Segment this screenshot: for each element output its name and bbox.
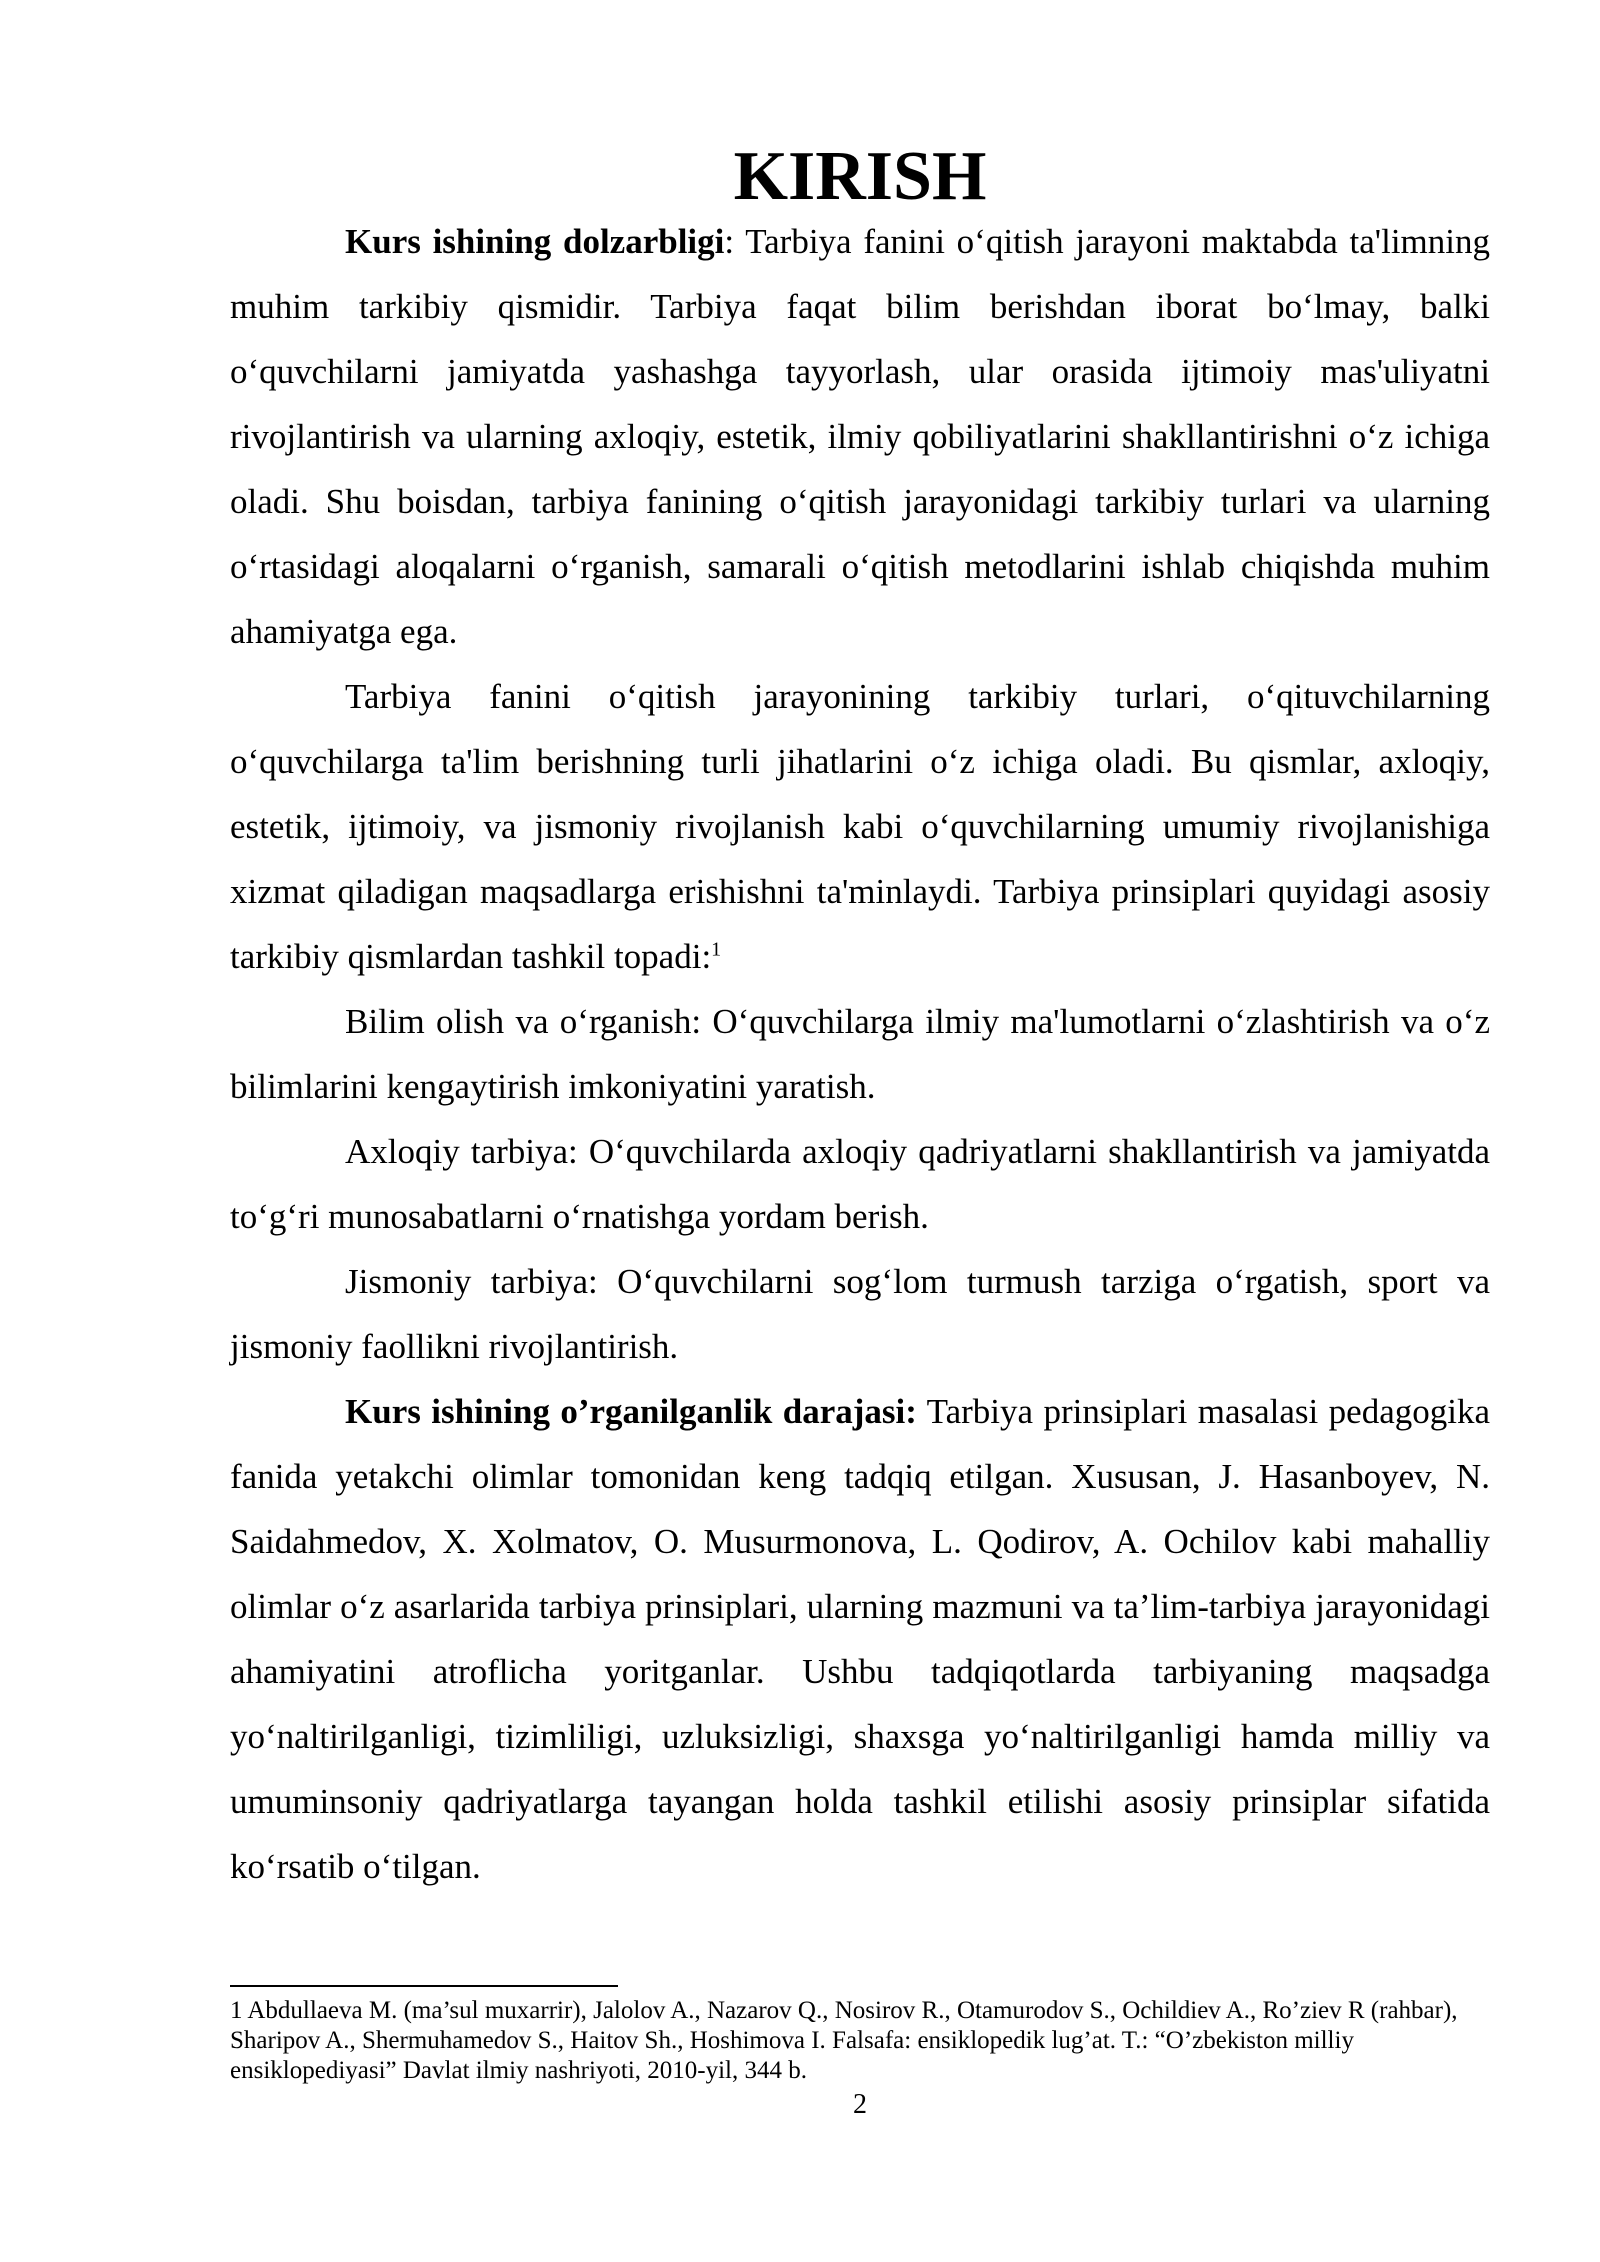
- relevance-heading: Kurs ishining dolzarbligi: [345, 222, 725, 261]
- footnote-separator: [230, 1985, 618, 1987]
- page-number: 2: [853, 2089, 867, 2120]
- paragraph-physical-education: Jismoniy tarbiya: O‘quvchilarni sog‘lom turmush tarziga o‘rgatish, sport va jismoniy faollikni rivojlantirish.: [230, 1262, 1490, 1366]
- paragraph-research-level: [230, 1379, 1490, 1899]
- research-level-text: Tarbiya prinsiplari masalasi pedagogika fanida yetakchi olimlar tomonidan keng tadqiq etilgan. Xususan, J. Hasanboyev, N. Saidahmedov, X. Xolmatov, O. Musurmonova, L. Qodirov, A. Ochilov kabi mahalliy olimlar o‘z asarlarida tarbiya prinsiplari, ularning mazmuni va ta’lim-tarbiya jarayonidagi ahamiyatini atroflicha yoritganlar. Ushbu tadqiqotlarda tarbiyaning maqsadga yo‘naltirilganligi, tizimliligi, uzluksizligi, shaxsga yo‘naltirilganligi hamda milliy va umuminsoniy qadriyatlarga tayangan holda tashkil etilishi asosiy prinsiplar sifatida ko‘rsatib o‘tilgan.: [230, 1392, 1491, 1886]
- relevance-text: : Tarbiya fanini o‘qitish jarayoni maktabda ta'limning muhim tarkibiy qismidir. Tarbiya faqat bilim berishdan iborat bo‘lmay, balki o‘quvchilarni jamiyatda yashashga tayyorlash, ular orasida ijtimoiy mas'uliyatni rivojlantirish va ularning axloqiy, estetik, ilmiy qobiliyatlarini shakllantirishni o‘z ichiga oladi. Shu boisdan, tarbiya fanining o‘qitish jarayonidagi tarkibiy turlari va ularning o‘rtasidagi aloqalarni o‘rganish, samarali o‘qitish metodlarini ishlab chiqishda muhim ahamiyatga ega.: [230, 222, 1490, 651]
- research-level-heading: Kurs ishining o’rganilganlik darajasi:: [345, 1392, 917, 1431]
- paragraph-relevance: [230, 209, 1490, 664]
- paragraph-components: [230, 664, 1490, 989]
- footnote: 1 Abdullaeva M. (ma’sul muxarrir), Jalolov A., Nazarov Q., Nosirov R., Otamurodov S., Ochildiev A., Ro’ziev R (rahbar), Sharipov A., Shermuhamedov S., Haitov Sh., Hoshimova I. Falsafa: ensiklopedik lug’at. T.: “O’zbekiston milliy ensiklopediyasi” Davlat ilmiy nashriyoti, 2010-yil, 344 b.: [230, 1997, 1458, 2084]
- footnote-reference[interactable]: 1: [711, 938, 722, 961]
- document-body: [230, 138, 1491, 1899]
- page-title: KIRISH: [733, 138, 987, 215]
- paragraph-moral-education: Axloqiy tarbiya: O‘quvchilarda axloqiy qadriyatlarni shakllantirish va jamiyatda to‘g‘ri munosabatlarni o‘rnatishga yordam berish.: [230, 1132, 1490, 1236]
- paragraph-knowledge: Bilim olish va o‘rganish: O‘quvchilarga ilmiy ma'lumotlarni o‘zlashtirish va o‘z bilimlarini kengaytirish imkoniyatini yaratish.: [230, 1002, 1490, 1106]
- components-text: Tarbiya fanini o‘qitish jarayonining tarkibiy turlari, o‘qituvchilarning o‘quvchilarga ta'lim berishning turli jihatlarini o‘z ichiga oladi. Bu qismlar, axloqiy, estetik, ijtimoiy, va jismoniy rivojlanish kabi o‘quvchilarning umumiy rivojlanishiga xizmat qiladigan maqsadlarga erishishni ta'minlaydi. Tarbiya prinsiplari quyidagi asosiy tarkibiy qismlardan tashkil topadi:: [230, 677, 1490, 976]
